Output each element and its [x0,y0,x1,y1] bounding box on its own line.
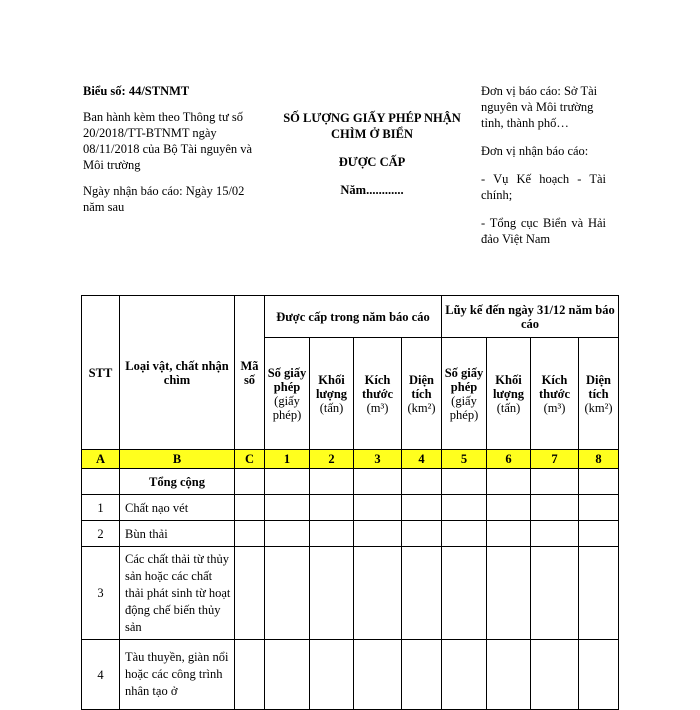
index-cell: B [120,450,235,469]
header-mass-cum: Khối lượng (tấn) [487,338,531,450]
table-row [82,521,619,547]
header-stt: STT [82,296,120,450]
row-stt: 4 [82,640,120,710]
total-label: Tổng cộng [120,469,235,495]
header-permits-cum: Số giấy phép (giấy phép) [442,338,487,450]
index-cell: 8 [579,450,619,469]
row-stt: 2 [82,521,120,547]
index-cell: 3 [354,450,402,469]
report-table [81,295,619,710]
reporting-unit: Đơn vị báo cáo: Sở Tài nguyên và Môi trường tỉnh, thành phố… [481,84,598,130]
index-cell: 5 [442,450,487,469]
recipient-1: - Vụ Kế hoạch - Tài chính; [481,172,606,202]
index-cell: 7 [531,450,579,469]
header-size: Kích thước (m³) [354,338,402,450]
total-row [82,469,619,495]
recipient-2: - Tổng cục Biển và Hải đảo Việt Nam [481,216,606,246]
header-group-year: Được cấp trong năm báo cáo [265,296,442,338]
title-line-2: ĐƯỢC CẤP [338,155,406,169]
header-mass: Khối lượng (tấn) [310,338,354,450]
index-row [82,450,619,469]
row-stt: 3 [82,547,120,640]
receiving-unit-label: Đơn vị nhận báo cáo: [481,144,589,158]
header-item: Loại vật, chất nhận chìm [120,296,235,450]
table-row [82,495,619,521]
index-cell: 2 [310,450,354,469]
row-name: Các chất thải từ thủy sản hoặc các chất thải phát sinh từ hoạt động chế biến thủy sản [120,547,235,640]
table-header-row-1 [82,296,619,338]
row-name: Tàu thuyền, giàn nổi hoặc các công trình nhân tạo ở [120,640,235,710]
report-title [282,110,462,210]
report-year: Năm............ [340,183,404,197]
header-area: Diện tích (km²) [402,338,442,450]
header-permits: Số giấy phép (giấy phép) [265,338,310,450]
header-code: Mã số [235,296,265,450]
index-cell: A [82,450,120,469]
row-name: Bùn thải [120,521,235,547]
header-group-cumulative: Lũy kế đến ngày 31/12 năm báo cáo [442,296,619,338]
index-cell: 4 [402,450,442,469]
index-cell: 1 [265,450,310,469]
table-row [82,640,619,710]
header-right [481,83,606,259]
total-stt [82,469,120,495]
row-stt: 1 [82,495,120,521]
form-number: Biểu số: 44/STNMT [83,84,190,98]
index-cell: C [235,450,265,469]
table-row [82,547,619,640]
index-cell: 6 [487,450,531,469]
header-size-cum: Kích thước (m³) [531,338,579,450]
header-left [83,83,268,225]
title-line-1: SỐ LƯỢNG GIẤY PHÉP NHẬN CHÌM Ở BIỂN [283,111,461,141]
receive-date-text: Ngày nhận báo cáo: Ngày 15/02 năm sau [83,184,245,214]
header-area-cum: Diện tích (km²) [579,338,619,450]
issued-by-text: Ban hành kèm theo Thông tư số 20/2018/TT-BTNMT ngày 08/11/2018 của Bộ Tài nguyên và Môi trường [83,110,253,172]
row-name: Chất nạo vét [120,495,235,521]
